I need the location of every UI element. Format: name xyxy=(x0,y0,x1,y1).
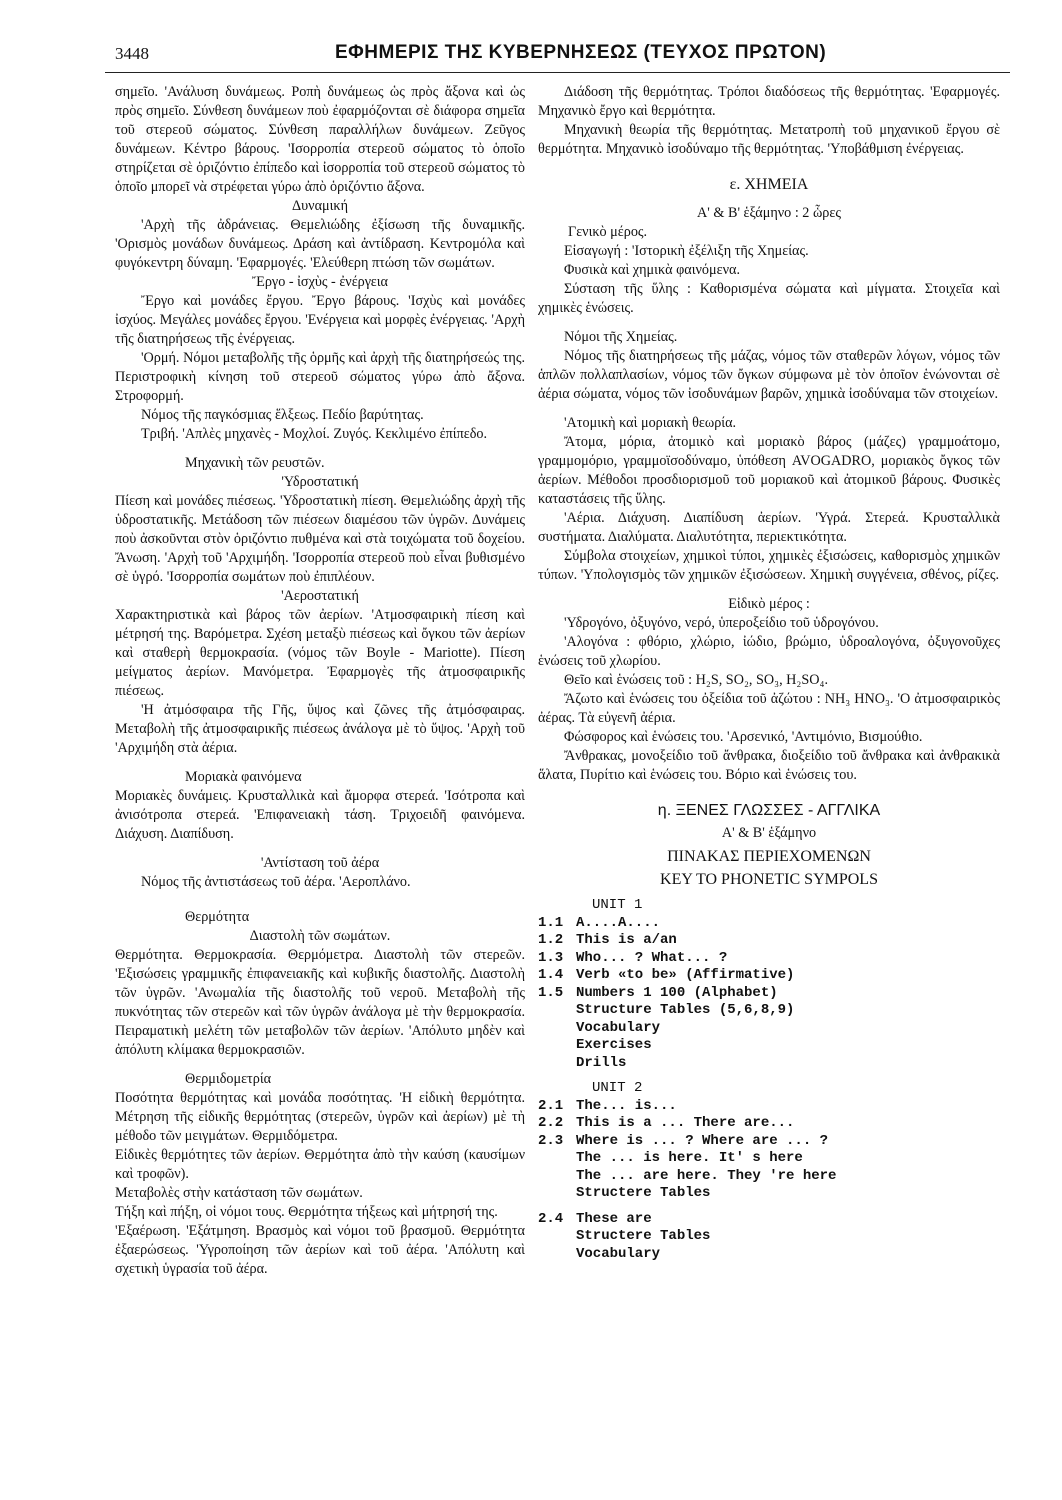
sub-item: Structure Tables (5,6,8,9) xyxy=(576,1002,795,1018)
paragraph: 'Υδρογόνο, ὀξυγόνο, νερό, ὑπεροξείδιο τοῦ ὑδρογόνου. xyxy=(564,615,879,631)
paragraph: Μοριακὲς δυνάμεις. Κρυσταλλικὰ καὶ ἄμορφα στερεά. 'Ισότροπα καὶ ἀνισότροπα στερεά. 'Επιφανειακὴ τάση. Τριχοειδῆ φαινόμενα. Διάχυση. Διαπίδυση. xyxy=(115,788,525,842)
phonetic-title: KEY TO PHONETIC SYMPOLS xyxy=(660,871,878,888)
unit-heading: UNIT 1 xyxy=(592,897,643,913)
paragraph: Σύσταση τῆς ὕλης : Καθορισμένα σώματα καὶ μίγματα. Στοιχεῖα καὶ χημικὲς ἑνώσεις. xyxy=(538,281,1000,316)
paragraph: 'Εξαέρωση. 'Εξάτμηση. Βρασμὸς καὶ νόμοι τοῦ βρασμοῦ. Θερμότητα ἐξαερώσεως. 'Υγροποίηση τῶν ἀερίων καὶ τοῦ ἀέρα. 'Απόλυτη καὶ σχετικὴ ὑγρασία τοῦ ἀέρα. xyxy=(115,1223,525,1277)
paragraph: Ἄνθρακας, μονοξείδιο τοῦ ἄνθρακα, διοξείδιο τοῦ ἄνθρακα καὶ ἀνθρακικὰ ἅλατα, Πυρίτιο καὶ ἑνώσεις του. Βόριο καὶ ἑνώσεις του. xyxy=(538,748,1000,783)
paragraph: 'Αέρια. Διάχυση. Διαπίδυση ἀερίων. 'Υγρά. Στερεά. Κρυσταλλικὰ συστήματα. Διαλύματα. Διαλυτότητα, περιεκτικότητα. xyxy=(538,510,1000,545)
paragraph: Φυσικὰ καὶ χημικὰ φαινόμενα. xyxy=(564,262,740,278)
sub-item: Vocabulary xyxy=(576,1245,661,1262)
list-item xyxy=(538,1211,1000,1229)
sub-item: Structere Tables xyxy=(576,1228,711,1244)
paragraph: σημεῖο. 'Ανάλυση δυνάμεως. Ροπὴ δυνάμεως ὡς πρὸς ἄξονα καὶ ὡς πρὸς σημεῖο. Σύνθεση δυνάμεων ποὺ ἐφαρμόζονται σὲ διάφορα σημεῖα τοῦ στερεοῦ σώματος. Σύνθεση παραλλήλων δυνάμεων. Ζεῦγος δυνάμεων. Κέντρο βάρους. 'Ισορροπία στερεοῦ σώματος τὸ ὁποῖο στηρίζεται σὲ ὁριζόντιο ἐπίπεδο καὶ ἰσορροπία τοῦ στερεοῦ σώματος τὸ ὁποῖο μπορεῖ νὰ στρέφεται γύρω ἀπὸ ὁριζόντιο ἄξονα. xyxy=(115,84,525,195)
paragraph: Εἰσαγωγή : 'Ιστορικὴ ἐξέλιξη τῆς Χημείας. xyxy=(564,243,809,259)
item-number: 1.4 xyxy=(538,967,564,983)
section-heading: Μοριακὰ φαινόμενα xyxy=(185,769,302,785)
list-item xyxy=(538,932,1000,950)
list-item xyxy=(538,915,1000,933)
item-text: These are xyxy=(576,1210,652,1227)
paragraph: Εἰδικὲς θερμότητες τῶν ἀερίων. Θερμότητα ἀπὸ τὴν καύση (καυσίμων καὶ τροφῶν). xyxy=(115,1147,525,1182)
section-heading: Διαστολὴ τῶν σωμάτων. xyxy=(249,928,391,944)
section-title: η. ΞΕΝΕΣ ΓΛΩΣΣΕΣ - ΑΓΓΛΙΚΑ xyxy=(657,802,881,819)
sub-item: Vocabulary xyxy=(576,1019,661,1036)
item-number: 2.2 xyxy=(538,1115,564,1131)
item-number: 1.1 xyxy=(538,914,564,931)
item-text: Numbers 1 100 (Alphabet) xyxy=(576,984,778,1001)
section-heading: Νόμοι τῆς Χημείας. xyxy=(564,329,678,345)
item-number: 1.3 xyxy=(538,949,564,966)
section-heading: Δυναμική xyxy=(292,198,348,214)
paragraph: Χαρακτηριστικὰ καὶ βάρος τῶν ἀερίων. 'Ατμοσφαιρικὴ πίεση καὶ μέτρησή της. Βαρόμετρα. Σχέση μεταξὺ πιέσεως καὶ ὄγκου τῶν ἀερίων καὶ σταθερὴ θερμοκρασία. (νόμος τῶν Boyle - Mariotte). Πίεση μείγματος ἀερίων. Μανόμετρα. Ἐφαρμογὲς τῆς ἀτμοσφαιρικῆς πιέσεως. xyxy=(115,607,525,699)
paragraph: Διάδοση τῆς θερμότητας. Τρόποι διαδόσεως τῆς θερμότητας. 'Εφαρμογές. Μηχανικὸ ἔργο καὶ θερμότητα. xyxy=(538,84,1000,119)
item-number: 1.2 xyxy=(538,932,564,948)
paragraph: Μηχανικὴ θεωρία τῆς θερμότητας. Μετατροπὴ τοῦ μηχανικοῦ ἔργου σὲ θερμότητα. Μηχανικὸ ἰσοδύναμο τῆς θερμότητας. 'Υποβάθμιση ἐνέργειας. xyxy=(538,122,1000,157)
section-heading: Θερμιδομετρία xyxy=(185,1071,272,1087)
item-text: A....A.... xyxy=(576,914,661,931)
sub-item: The ... are here. They 're here xyxy=(576,1167,837,1184)
section-heading: Μηχανικὴ τῶν ρευστῶν. xyxy=(185,455,325,471)
paragraph: Σύμβολα στοιχείων, χημικοὶ τύποι, χημικὲς ἐξισώσεις, καθορισμὸς χημικῶν τύπων. 'Υπολογισμὸς τῶν χημικῶν ἐξισώσεων. Χημικὴ συγγένεια, σθένος, ρίζες. xyxy=(538,548,1000,583)
semester-line: Α' & Β' ἑξάμηνο : 2 ὧρες xyxy=(697,205,841,221)
section-heading: 'Αεροστατική xyxy=(281,588,359,604)
paragraph: Μεταβολὲς στὴν κατάσταση τῶν σωμάτων. xyxy=(115,1185,363,1201)
paragraph: 'Ορμή. Νόμοι μεταβολῆς τῆς ὁρμῆς καὶ ἀρχὴ τῆς διατηρήσεώς της. Περιστροφικὴ κίνηση τοῦ στερεοῦ σώματος γύρω ἀπὸ ἄξονα. Στροφορμή. xyxy=(115,350,525,404)
paragraph: Νόμος τῆς παγκόσμιας ἕλξεως. Πεδίο βαρύτητας. xyxy=(141,407,424,423)
page-header xyxy=(105,42,1010,72)
paragraph: Τήξη καὶ πήξη, οἱ νόμοι τους. Θερμότητα τήξεως καὶ μήτρησή της. xyxy=(115,1204,498,1220)
paragraph: Θεῖο καὶ ἑνώσεις τοῦ : H₂S, SO₂, SO₃, H₂SO₄. xyxy=(564,672,828,688)
sub-item: Drills xyxy=(576,1054,627,1071)
paragraph: 'Αλογόνα : φθόριο, χλώριο, ἰώδιο, βρώμιο, ὑδροαλογόνα, ὀξυγονοῦχες ἑνώσεις τοῦ χλωρίου. xyxy=(538,634,1000,669)
paragraph: 'Αρχὴ τῆς ἀδράνειας. Θεμελιώδης ἐξίσωση τῆς δυναμικῆς. 'Ορισμὸς μονάδων δυνάμεως. Δράση καὶ ἀντίδραση. Κεντρομόλα καὶ φυγόκεντρη δύναμη. 'Εφαρμογές. 'Ελεύθερη πτώση τῶν σωμάτων. xyxy=(115,217,525,271)
sub-item: Structere Tables xyxy=(576,1185,711,1201)
section-heading: 'Ατομικὴ καὶ μοριακὴ θεωρία. xyxy=(564,415,737,431)
sub-item: Exercises xyxy=(576,1037,652,1053)
item-number: 1.5 xyxy=(538,984,564,1001)
gazette-title: ΕΦΗΜΕΡΙΣ ΤΗΣ ΚΥΒΕΡΝΗΣΕΩΣ (ΤΕΥΧΟΣ ΠΡΩΤΟΝ) xyxy=(335,42,827,63)
paragraph: Θερμότητα. Θερμοκρασία. Θερμόμετρα. Διαστολὴ τῶν στερεῶν. 'Εξισώσεις γραμμικῆς ἐπιφανειακῆς καὶ κυβικῆς διαστολῆς. Διαστολὴ τῶν ὑγρῶν. 'Ανωμαλία τῆς διαστολῆς τοῦ νεροῦ. Μεταβολὴ τῆς πυκνότητας τῶν στερεῶν καὶ τῶν ὑγρῶν ἀνάλογα μὲ τὴν θερμοκρασία. Πειραματικὴ μελέτη τῶν μεταβολῶν τῶν ἀερίων. 'Απόλυτο μηδὲν καὶ ἀπόλυτη κλίμακα θερμοκρασιῶν. xyxy=(115,947,525,1058)
section-title: ε. ΧΗΜΕΙΑ xyxy=(729,176,809,193)
list-item xyxy=(538,1098,1000,1116)
left-column xyxy=(115,83,525,1279)
right-column xyxy=(538,83,1000,1263)
section-heading: Θερμότητα xyxy=(185,909,250,925)
list-item xyxy=(538,950,1000,968)
section-heading: Εἰδικὸ μέρος : xyxy=(728,596,810,612)
paragraph: Πίεση καὶ μονάδες πιέσεως. 'Υδροστατικὴ πίεση. Θεμελιώδης ἀρχὴ τῆς ὑδροστατικῆς. Μετάδοση τῶν πιέσεων διαμέσου τῶν ὑγρῶν. Δυνάμεις ποὺ ἀσκοῦνται στὸν ὁριζόντιο πυθμένα καὶ στὰ τοιχώματα τοῦ δοχείου. Ἄνωση. 'Αρχὴ τοῦ 'Αρχιμήδη. 'Ισορροπία στερεοῦ ποὺ εἶναι βυθισμένο σὲ ὑγρό. 'Ισορροπία σωμάτων ποὺ ἐπιπλέουν. xyxy=(115,493,525,585)
paragraph: Ἄτομα, μόρια, ἀτομικὸ καὶ μοριακὸ βάρος (μάζες) γραμμοάτομο, γραμμομόριο, γραμμοϊσοδύναμο, ὑπόθεση AVOGADRO, μοριακὸς ὄγκος τῶν ἀερίων. Μέθοδοι προσδιορισμοῦ τοῦ μοριακοῦ καὶ ἀτομικοῦ βάρους. Φυσικὲς καταστάσεις τῆς ὕλης. xyxy=(538,434,1000,507)
semester-line: Α' & Β' ἑξάμηνο xyxy=(721,825,817,841)
list-item xyxy=(538,1133,1000,1151)
item-text: This is a ... There are... xyxy=(576,1115,795,1131)
paragraph: Νόμος τῆς ἀντιστάσεως τοῦ ἀέρα. 'Αεροπλάνο. xyxy=(141,874,411,890)
item-text: Where is ... ? Where are ... ? xyxy=(576,1132,829,1149)
paragraph: Ποσότητα θερμότητας καὶ μονάδα ποσότητας. 'Η εἰδικὴ θερμότητα. Μέτρηση τῆς εἰδικῆς θερμότητας (στερεῶν, ὑγρῶν καὶ ἀερίων) μὲ τὴ μέθοδο τῶν μειγμάτων. Θερμιδόμετρα. xyxy=(115,1090,525,1144)
paragraph: Νόμος τῆς διατηρήσεως τῆς μάζας, νόμος τῶν σταθερῶν λόγων, νόμος τῶν ἁπλῶν πολλαπλασίων, νόμος τῶν ὄγκων σύμφωνα μὲ τὸν ὁποῖον ἑνώνονται σὲ ἀέρια σώματα, νόμος τῶν ἰσοδυνάμων βαρῶν, χημικὰ ἰσοδύναμα τῶν στοιχείων. xyxy=(538,348,1000,402)
item-text: The... is... xyxy=(576,1097,677,1114)
page-number: 3448 xyxy=(115,44,149,63)
paragraph: 'Η ἀτμόσφαιρα τῆς Γῆς, ὕψος καὶ ζῶνες τῆς ἀτμόσφαιρας. Μεταβολὴ τῆς ἀτμοσφαιρικῆς πιέσεως ἀνάλογα μὲ τὸ ὕψος. 'Αρχὴ τοῦ 'Αρχιμήδη στὰ ἀέρια. xyxy=(115,702,525,756)
contents-list xyxy=(538,897,1000,1263)
item-number: 2.4 xyxy=(538,1210,564,1227)
list-item xyxy=(538,967,1000,985)
section-heading: Ἔργο - ἰσχὺς - ἐνέργεια xyxy=(252,274,388,290)
item-text: Who... ? What... ? xyxy=(576,949,728,966)
paragraph: Ἄζωτο καὶ ἑνώσεις του ὀξείδια τοῦ ἀζώτου : NH₃ HNO₃. 'Ο ἀτμοσφαιρικὸς ἀέρας. Τὰ εὐγενῆ ἀέρια. xyxy=(538,691,1000,726)
item-text: This is a/an xyxy=(576,932,677,948)
item-number: 2.1 xyxy=(538,1097,564,1114)
item-number: 2.3 xyxy=(538,1132,564,1149)
item-text: Verb «to be» (Affirmative) xyxy=(576,967,795,983)
list-item xyxy=(538,985,1000,1003)
section-heading: Γενικὸ μέρος. xyxy=(568,224,648,240)
section-heading: 'Υδροστατική xyxy=(281,474,359,490)
header-rule xyxy=(105,72,1010,73)
list-item xyxy=(538,1115,1000,1133)
sub-item: The ... is here. It' s here xyxy=(576,1150,803,1166)
paragraph: Τριβή. 'Απλὲς μηχανὲς - Μοχλοί. Ζυγός. Κεκλιμένο ἐπίπεδο. xyxy=(141,426,488,442)
contents-title: ΠΙΝΑΚΑΣ ΠΕΡΙΕΧΟΜΕΝΩΝ xyxy=(667,848,871,865)
paragraph: Φώσφορος καὶ ἑνώσεις του. 'Αρσενικό, 'Αντιμόνιο, Βισμούθιο. xyxy=(564,729,923,745)
unit-heading: UNIT 2 xyxy=(592,1080,643,1096)
paragraph: Ἔργο καὶ μονάδες ἔργου. Ἔργο βάρους. 'Ισχὺς καὶ μονάδες ἰσχύος. Μεγάλες μονάδες ἔργου. 'Ενέργεια καὶ μορφὲς ἐνέργειας. 'Αρχὴ τῆς διατηρήσεως τῆς ἐνέργειας. xyxy=(115,293,525,347)
section-heading: 'Αντίσταση τοῦ ἀέρα xyxy=(260,855,380,871)
